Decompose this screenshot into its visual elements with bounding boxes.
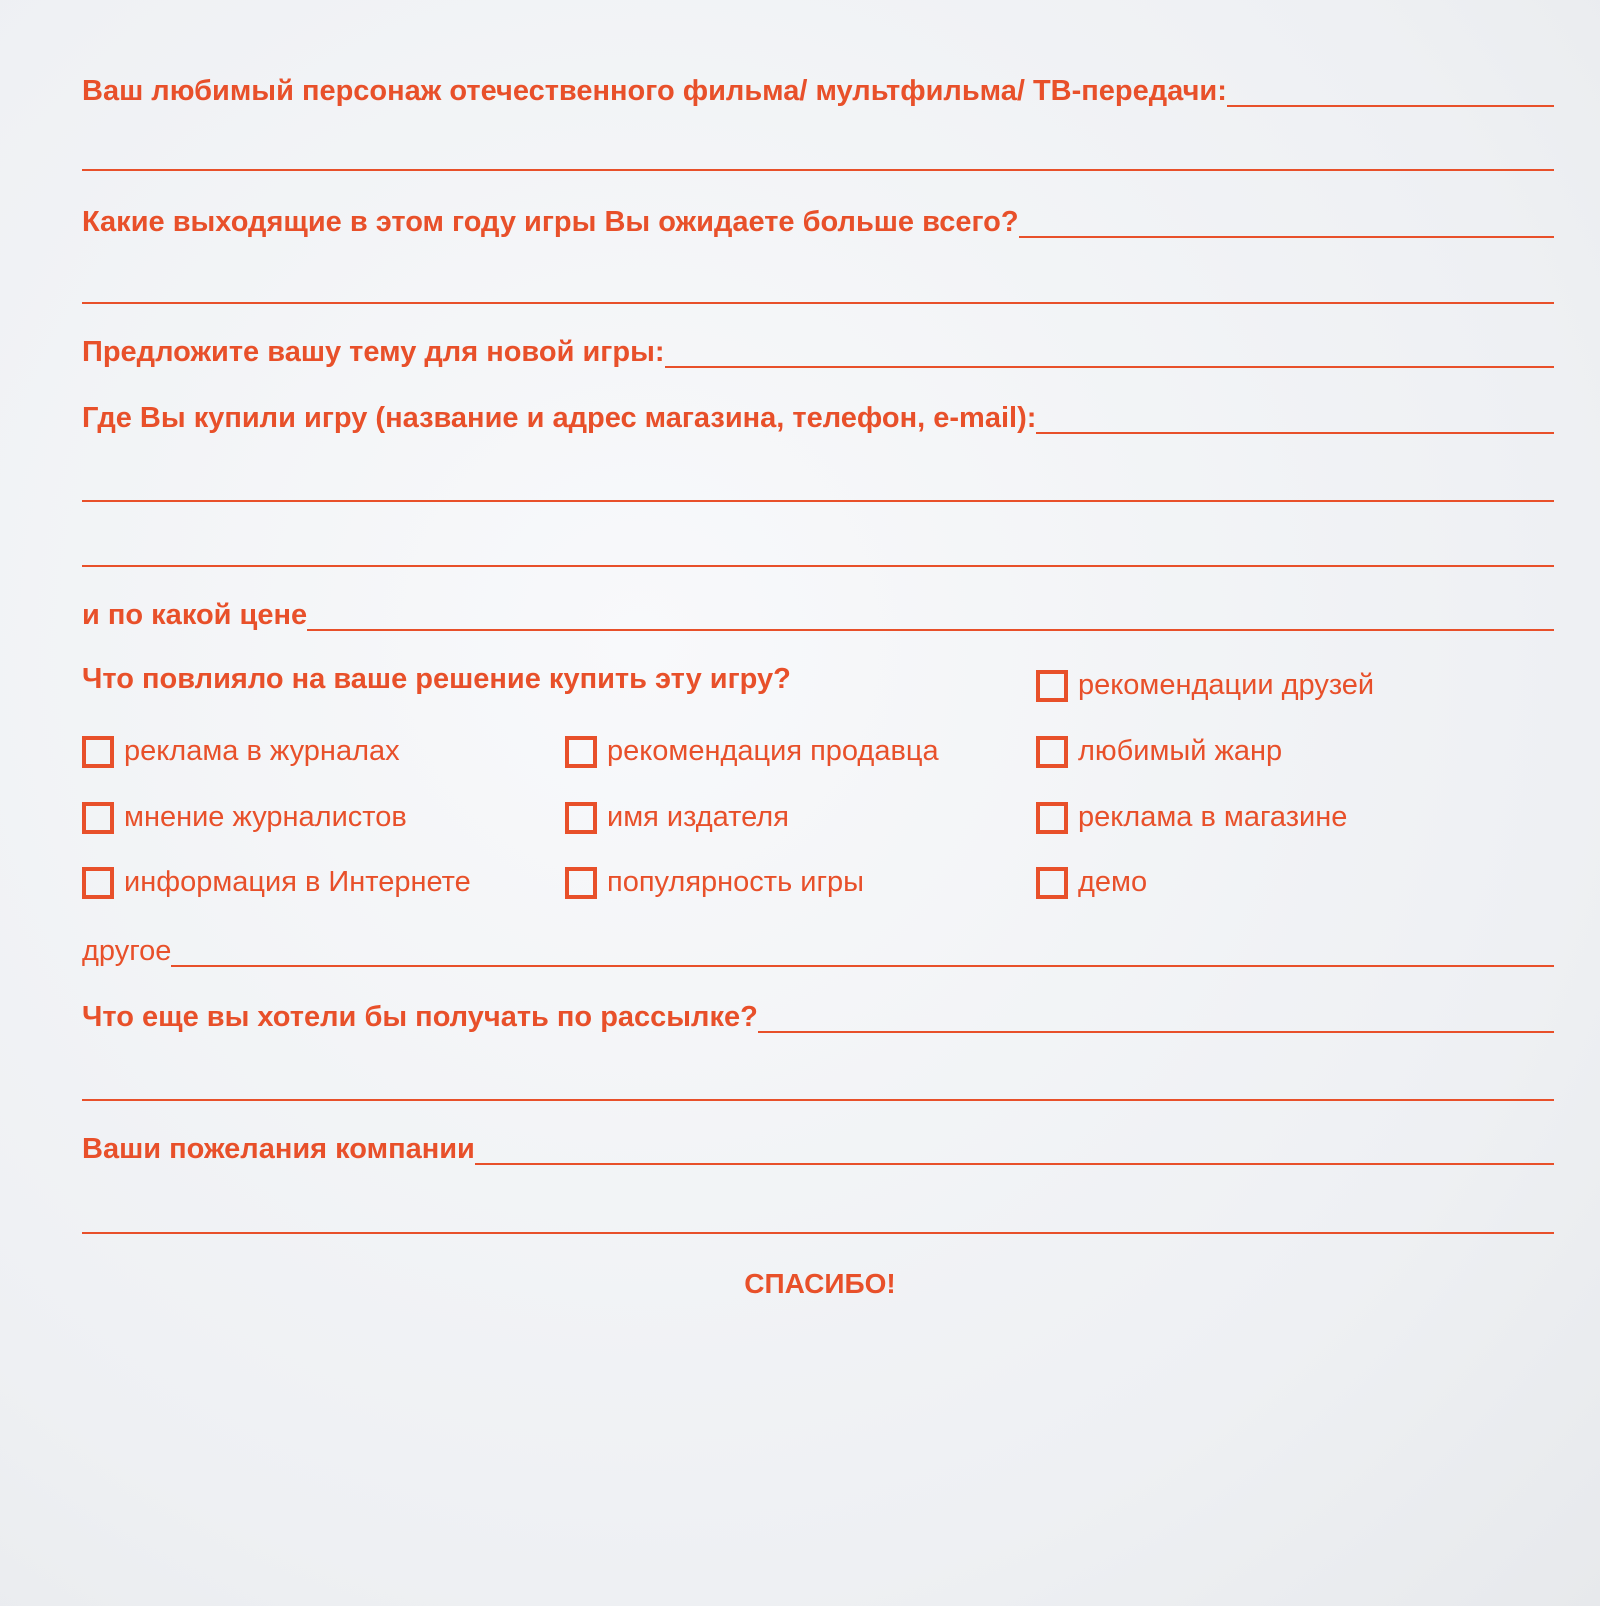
where-bought-row	[82, 393, 1554, 437]
checkbox[interactable]	[565, 867, 597, 899]
option-label: информация в Интернете	[124, 866, 471, 898]
option-label: рекомендации друзей	[1078, 669, 1375, 701]
option-label: реклама в магазине	[1078, 801, 1348, 833]
where-bought-question: Где Вы купили игру (название и адрес магазина, телефон, e-mail):	[82, 402, 1037, 434]
checkbox[interactable]	[565, 802, 597, 834]
new-theme-row	[82, 327, 1554, 371]
favorite-character-answer-line-2[interactable]	[82, 169, 1554, 171]
influence-row	[82, 654, 962, 698]
wishes-answer-line[interactable]	[475, 1163, 1554, 1165]
option-journalists-opinion[interactable]	[82, 801, 407, 834]
option-friends-recommendation[interactable]	[1036, 669, 1374, 702]
checkbox[interactable]	[1036, 736, 1068, 768]
favorite-character-question: Ваш любимый персонаж отечественного фильма/ мультфильма/ ТВ-передачи:	[82, 75, 1227, 107]
mailing-answer-line-2[interactable]	[82, 1099, 1554, 1101]
option-seller-recommendation[interactable]	[565, 735, 939, 768]
wishes-question: Ваши пожелания компании	[82, 1133, 475, 1165]
price-question: и по какой цене	[82, 599, 308, 631]
option-demo[interactable]	[1036, 866, 1147, 899]
expected-games-row	[82, 197, 1554, 241]
other-row	[82, 926, 1554, 970]
option-label: любимый жанр	[1078, 735, 1283, 767]
expected-games-question: Какие выходящие в этом году игры Вы ожидаете больше всего?	[82, 206, 1019, 238]
option-game-popularity[interactable]	[565, 866, 864, 899]
option-favorite-genre[interactable]	[1036, 735, 1282, 768]
expected-games-answer-line-2[interactable]	[82, 302, 1554, 304]
new-theme-answer-line[interactable]	[665, 366, 1554, 368]
thank-you-text: СПАСИБО!	[744, 1268, 896, 1299]
checkbox[interactable]	[82, 867, 114, 899]
where-bought-answer-line-3[interactable]	[82, 565, 1554, 567]
other-label: другое	[82, 935, 172, 967]
option-label: демо	[1078, 866, 1148, 898]
checkbox[interactable]	[1036, 867, 1068, 899]
favorite-character-answer-line[interactable]	[1227, 105, 1554, 107]
wishes-row	[82, 1124, 1554, 1168]
influence-question: Что повлияло на ваше решение купить эту игру?	[82, 663, 791, 695]
option-label: рекомендация продавца	[607, 735, 939, 767]
mailing-question: Что еще вы хотели бы получать по рассылке?	[82, 1001, 758, 1033]
option-magazine-ads[interactable]	[82, 735, 400, 768]
price-answer-line[interactable]	[307, 629, 1554, 631]
favorite-character-row	[82, 66, 1554, 110]
option-label: реклама в журналах	[124, 735, 400, 767]
checkbox[interactable]	[1036, 802, 1068, 834]
expected-games-answer-line[interactable]	[1019, 236, 1554, 238]
option-store-ads[interactable]	[1036, 801, 1347, 834]
mailing-row	[82, 992, 1554, 1036]
checkbox[interactable]	[82, 736, 114, 768]
where-bought-answer-line-2[interactable]	[82, 500, 1554, 502]
price-row	[82, 590, 1554, 634]
option-label: популярность игры	[607, 866, 864, 898]
checkbox[interactable]	[565, 736, 597, 768]
checkbox[interactable]	[1036, 670, 1068, 702]
option-label: мнение журналистов	[124, 801, 407, 833]
where-bought-answer-line[interactable]	[1036, 432, 1554, 434]
other-answer-line[interactable]	[171, 965, 1554, 967]
option-publisher-name[interactable]	[565, 801, 789, 834]
option-internet-info[interactable]	[82, 866, 471, 899]
wishes-answer-line-2[interactable]	[82, 1232, 1554, 1234]
mailing-answer-line[interactable]	[758, 1031, 1554, 1033]
new-theme-question: Предложите вашу тему для новой игры:	[82, 336, 665, 368]
option-label: имя издателя	[607, 801, 789, 833]
checkbox[interactable]	[82, 802, 114, 834]
